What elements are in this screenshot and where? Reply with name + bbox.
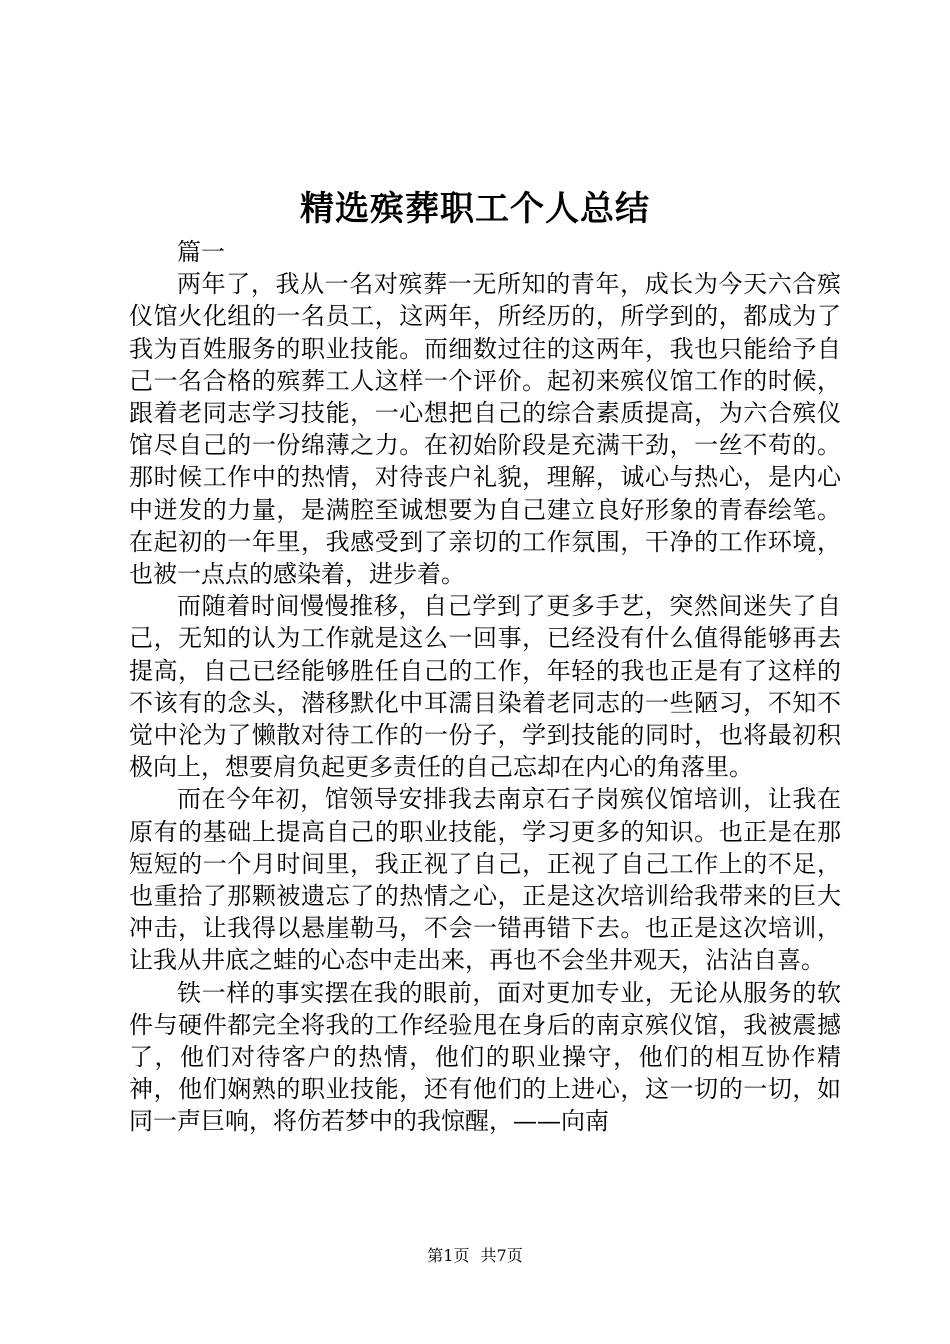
paragraph: 铁一样的事实摆在我的眼前，面对更加专业，无论从服务的软件与硬件都完全将我的工作经验甩在身后的南京殡仪馆，我被震撼了，他们对待客户的热情，他们的职业操守，他们的相互协作精神，他们娴熟的职业技能，还有他们的上进心，这一切的一切，如同一声巨响，将仿若梦中的我惊醒，——向南 — [129, 978, 841, 1136]
paragraph: 两年了，我从一名对殡葬一无所知的青年，成长为今天六合殡仪馆火化组的一名员工，这两年，所经历的，所学到的，都成为了我为百姓服务的职业技能。而细数过往的这两年，我也只能给予自己一名合格的殡葬工人这样一个评价。起初来殡仪馆工作的时候，跟着老同志学习技能，一心想把自己的综合素质提高，为六合殡仪馆尽自己的一份绵薄之力。在初始阶段是充满干劲，一丝不苟的。那时候工作中的热情，对待丧户礼貌，理解，诚心与热心，是内心中迸发的力量，是满腔至诚想要为自己建立良好形象的青春绘笔。在起初的一年里，我感受到了亲切的工作氛围，干净的工作环境，也被一点点的感染着，进步着。 — [129, 270, 841, 589]
paragraph: 而随着时间慢慢推移，自己学到了更多手艺，突然间迷失了自己，无知的认为工作就是这么一回事，已经没有什么值得能够再去提高，自己已经能够胜任自己的工作，年轻的我也正是有了这样的不该有的念头，潜移默化中耳濡目染着老同志的一些陋习，不知不觉中沦为了懒散对待工作的一份子，学到技能的同时，也将最初积极向上，想要肩负起更多责任的自己忘却在内心的角落里。 — [129, 592, 841, 782]
document-title: 精选殡葬职工个人总结 — [300, 189, 650, 229]
document-body — [129, 236, 841, 1138]
page-total: 共7页 — [480, 1246, 523, 1265]
page-number: 第1页 — [427, 1246, 470, 1265]
section-heading: 篇一 — [177, 238, 225, 266]
page-footer — [0, 1246, 950, 1266]
paragraph: 而在今年初，馆领导安排我去南京石子岗殡仪馆培训，让我在原有的基础上提高自己的职业技能，学习更多的知识。也正是在那短短的一个月时间里，我正视了自己，正视了自己工作上的不足，也重拾了那颗被遗忘了的热情之心，正是这次培训给我带来的巨大冲击，让我得以悬崖勒马，不会一错再错下去。也正是这次培训，让我从井底之蛙的心态中走出来，再也不会坐井观天，沾沾自喜。 — [129, 785, 841, 975]
